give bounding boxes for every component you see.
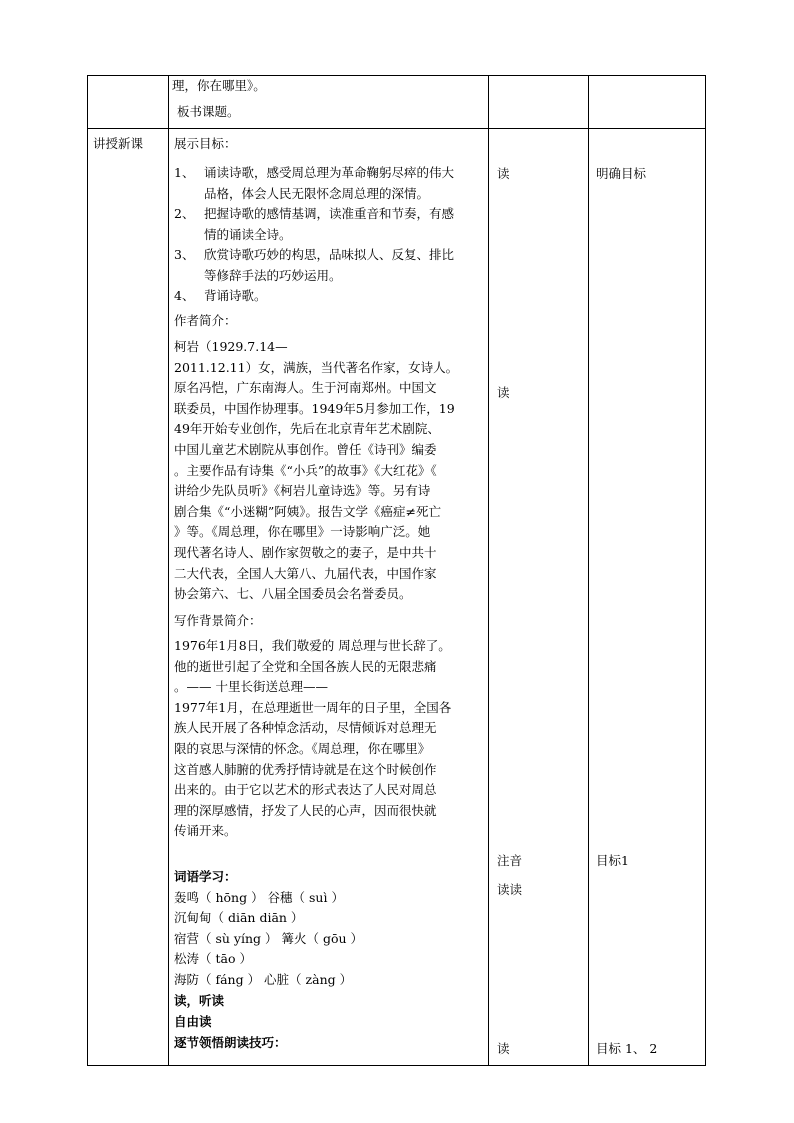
column-divider-1 — [168, 75, 169, 1065]
background-line: 1977年1月，在总理逝世一周年的日子里，全国各 — [174, 699, 452, 715]
goal-line: 欣赏诗歌巧妙的构思，品味拟人、反复、排比 — [204, 247, 455, 262]
intent-goals: 明确目标 — [596, 166, 647, 181]
goal-item-3 — [174, 245, 474, 287]
row1-board-title: 板书课题。 — [177, 104, 240, 119]
author-line: 》等。《周总理，你在哪里》一诗影响广泛。她 — [174, 524, 431, 540]
author-line: 联委员，中国作协理事。1949年5月参加工作，19 — [174, 400, 455, 416]
goal-line: 等修辞手法的巧妙运用。 — [204, 267, 342, 283]
vocab-line: 海防（ fáng ） 心脏（ zàng ） — [174, 972, 353, 987]
vocab-heading: 词语学习： — [174, 869, 237, 884]
column-divider-2 — [488, 75, 489, 1065]
goal-number: 3、 — [174, 247, 195, 262]
student-activity-goals: 读 — [497, 166, 510, 181]
author-heading: 作者简介： — [174, 313, 237, 328]
author-line: 原名冯恺，广东南海人。生于河南郑州。中国文 — [174, 380, 437, 396]
author-line: 。主要作品有诗集《“小兵”的故事》《大红花》《 — [174, 462, 437, 478]
author-line: 柯岩（1929.7.14— — [174, 339, 288, 354]
background-line: 1976年1月8日，我们敬爱的 周总理与世长辞了。 — [174, 638, 451, 653]
author-line: 2011.12.11）女，满族，当代著名作家，女诗人。 — [174, 359, 459, 375]
row1-text-line1: 理，你在哪里》。 — [172, 78, 266, 93]
vocab-line: 沉甸甸（ diān diān ） — [174, 910, 304, 926]
goal-line: 诵读诗歌，感受周总理为革命鞠躬尽瘁的伟大 — [204, 165, 455, 180]
student-activity-author: 读 — [497, 385, 510, 400]
goal-line: 把握诗歌的感情基调，读准重音和节奏，有感 — [204, 206, 455, 221]
background-line: 这首感人肺腑的优秀抒情诗就是在这个时候创作 — [174, 761, 437, 777]
free-read: 自由读 — [174, 1014, 212, 1029]
author-line: 协会第六、七、八届全国委员会名誉委员。 — [174, 586, 412, 602]
goal-line: 品格，体会人民无限怀念周总理的深情。 — [204, 185, 430, 201]
read-listen: 读，听读 — [174, 993, 225, 1008]
section-label: 讲授新课 — [93, 136, 144, 151]
author-line: 剧合集《“小迷糊”阿姨》。报告文学《癌症≠死亡 — [174, 503, 442, 519]
background-line: 他的逝世引起了全党和全国各族人民的无限悲痛 — [174, 658, 437, 674]
author-line: 二大代表，全国人大第八、九届代表，中国作家 — [174, 565, 437, 581]
background-line: 传诵开来。 — [174, 823, 237, 839]
row-divider — [88, 128, 705, 129]
background-line: 理的深厚感情，抒发了人民的心声，因而很快就 — [174, 802, 437, 818]
author-line: 讲给少先队员听》《柯岩儿童诗选》等。另有诗 — [174, 483, 431, 499]
intent-vocab: 目标1 — [596, 853, 629, 868]
goal-line: 情的诵读全诗。 — [204, 226, 292, 242]
reading-technique: 逐节领悟朗读技巧： — [174, 1035, 287, 1050]
goal-number: 2、 — [174, 206, 195, 221]
background-line: 。—— 十里长街送总理—— — [174, 679, 328, 695]
author-line: 49年开始专业创作，先后在北京青年艺术剧院、 — [174, 421, 440, 437]
vocab-line: 松涛（ tāo ） — [174, 951, 252, 967]
intent-technique: 目标 1、 2 — [596, 1041, 658, 1056]
author-line: 现代著名诗人、剧作家贺敬之的妻子，是中共十 — [174, 545, 437, 560]
background-line: 限的哀思与深情的怀念。《周总理，你在哪里》 — [174, 741, 431, 756]
student-activity-read: 读读 — [497, 882, 523, 897]
goal-item-4 — [174, 286, 474, 307]
goal-number: 1、 — [174, 165, 195, 180]
column-divider-3 — [588, 75, 589, 1065]
background-line: 族人民开展了各种悼念活动，尽情倾诉对总理无 — [174, 720, 437, 736]
goal-line: 背诵诗歌。 — [204, 288, 267, 303]
background-line: 出来的。由于它以艺术的形式表达了人民对周总 — [174, 782, 437, 798]
vocab-line: 轰鸣（ hōng ） 谷穗（ suì ） — [174, 889, 344, 905]
goal-number: 4、 — [174, 288, 195, 303]
author-line: 中国儿童艺术剧院从事创作。曾任《诗刊》编委 — [174, 442, 437, 457]
goals-heading: 展示目标： — [174, 136, 237, 151]
student-activity-pinyin: 注音 — [497, 853, 523, 868]
background-heading: 写作背景简介： — [174, 613, 262, 628]
student-activity-technique: 读 — [497, 1041, 510, 1056]
goal-item-1 — [174, 163, 474, 205]
goal-item-2 — [174, 204, 474, 246]
vocab-line: 宿营（ sù yíng ） 篝火（ gōu ） — [174, 930, 363, 946]
